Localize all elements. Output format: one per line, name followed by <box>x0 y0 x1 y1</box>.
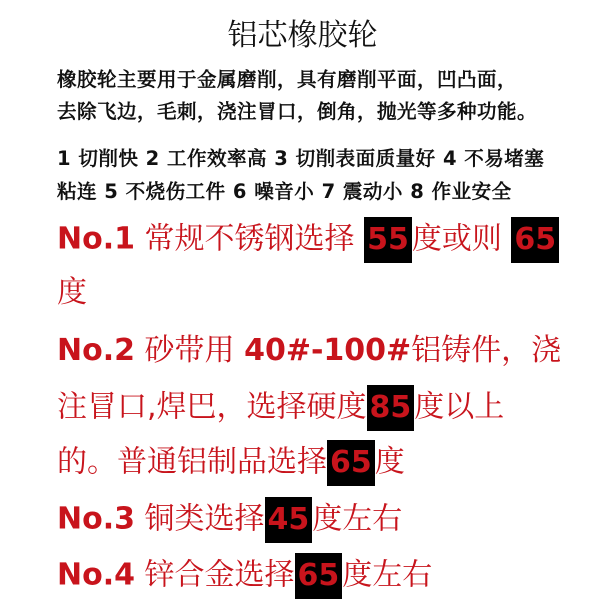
description-line-2: 去除飞边，毛刺，浇注冒口，倒角，抛光等多种功能。 <box>57 100 538 123</box>
grit-range: 40#-100# <box>244 333 412 368</box>
option-no1-continued <box>57 273 87 313</box>
option-no2-text: 度以上 <box>414 389 505 425</box>
option-no2-text: 砂带用 <box>135 333 245 368</box>
hardness-badge: 65 <box>295 553 343 599</box>
option-no2 <box>57 331 561 371</box>
option-no2-text: 度 <box>374 444 405 480</box>
option-no2-text: 注冒口,焊巴，选择硬度 <box>57 389 367 425</box>
hardness-badge: 55 <box>364 217 412 263</box>
description-line-4: 粘连 5 不烧伤工件 6 噪音小 7 震动小 8 作业安全 <box>57 180 512 203</box>
option-no1 <box>57 217 559 263</box>
option-no2-continued <box>57 440 405 486</box>
page-title: 铝芯橡胶轮 <box>227 18 378 53</box>
hardness-badge: 65 <box>511 217 559 263</box>
option-no4-text: 锌合金选择 <box>135 557 295 593</box>
option-no2-continued <box>57 385 504 431</box>
option-no1-text: 常规不锈钢选择 <box>135 221 365 257</box>
option-no4-text: 度左右 <box>342 557 433 593</box>
option-no4-label: No.4 <box>57 557 135 593</box>
option-no1-text: 度 <box>57 275 87 310</box>
option-no2-text: 铝铸件，浇 <box>411 333 562 368</box>
option-no3-label: No.3 <box>57 501 135 537</box>
option-no4 <box>57 553 432 599</box>
hardness-badge: 65 <box>327 440 375 486</box>
option-no3 <box>57 497 402 543</box>
description-line-1: 橡胶轮主要用于金属磨削，具有磨削平面，凹凸面， <box>57 68 518 91</box>
description-line-3: 1 切削快 2 工作效率高 3 切削表面质量好 4 不易堵塞 <box>57 147 545 170</box>
option-no2-text: 的。普通铝制品选择 <box>57 444 327 480</box>
option-no3-text: 度左右 <box>312 501 403 537</box>
hardness-badge: 85 <box>367 385 415 431</box>
option-no1-text: 度或则 <box>411 221 512 257</box>
option-no2-label: No.2 <box>57 333 135 368</box>
option-no1-label: No.1 <box>57 221 135 257</box>
option-no3-text: 铜类选择 <box>135 501 265 537</box>
hardness-badge: 45 <box>265 497 313 543</box>
